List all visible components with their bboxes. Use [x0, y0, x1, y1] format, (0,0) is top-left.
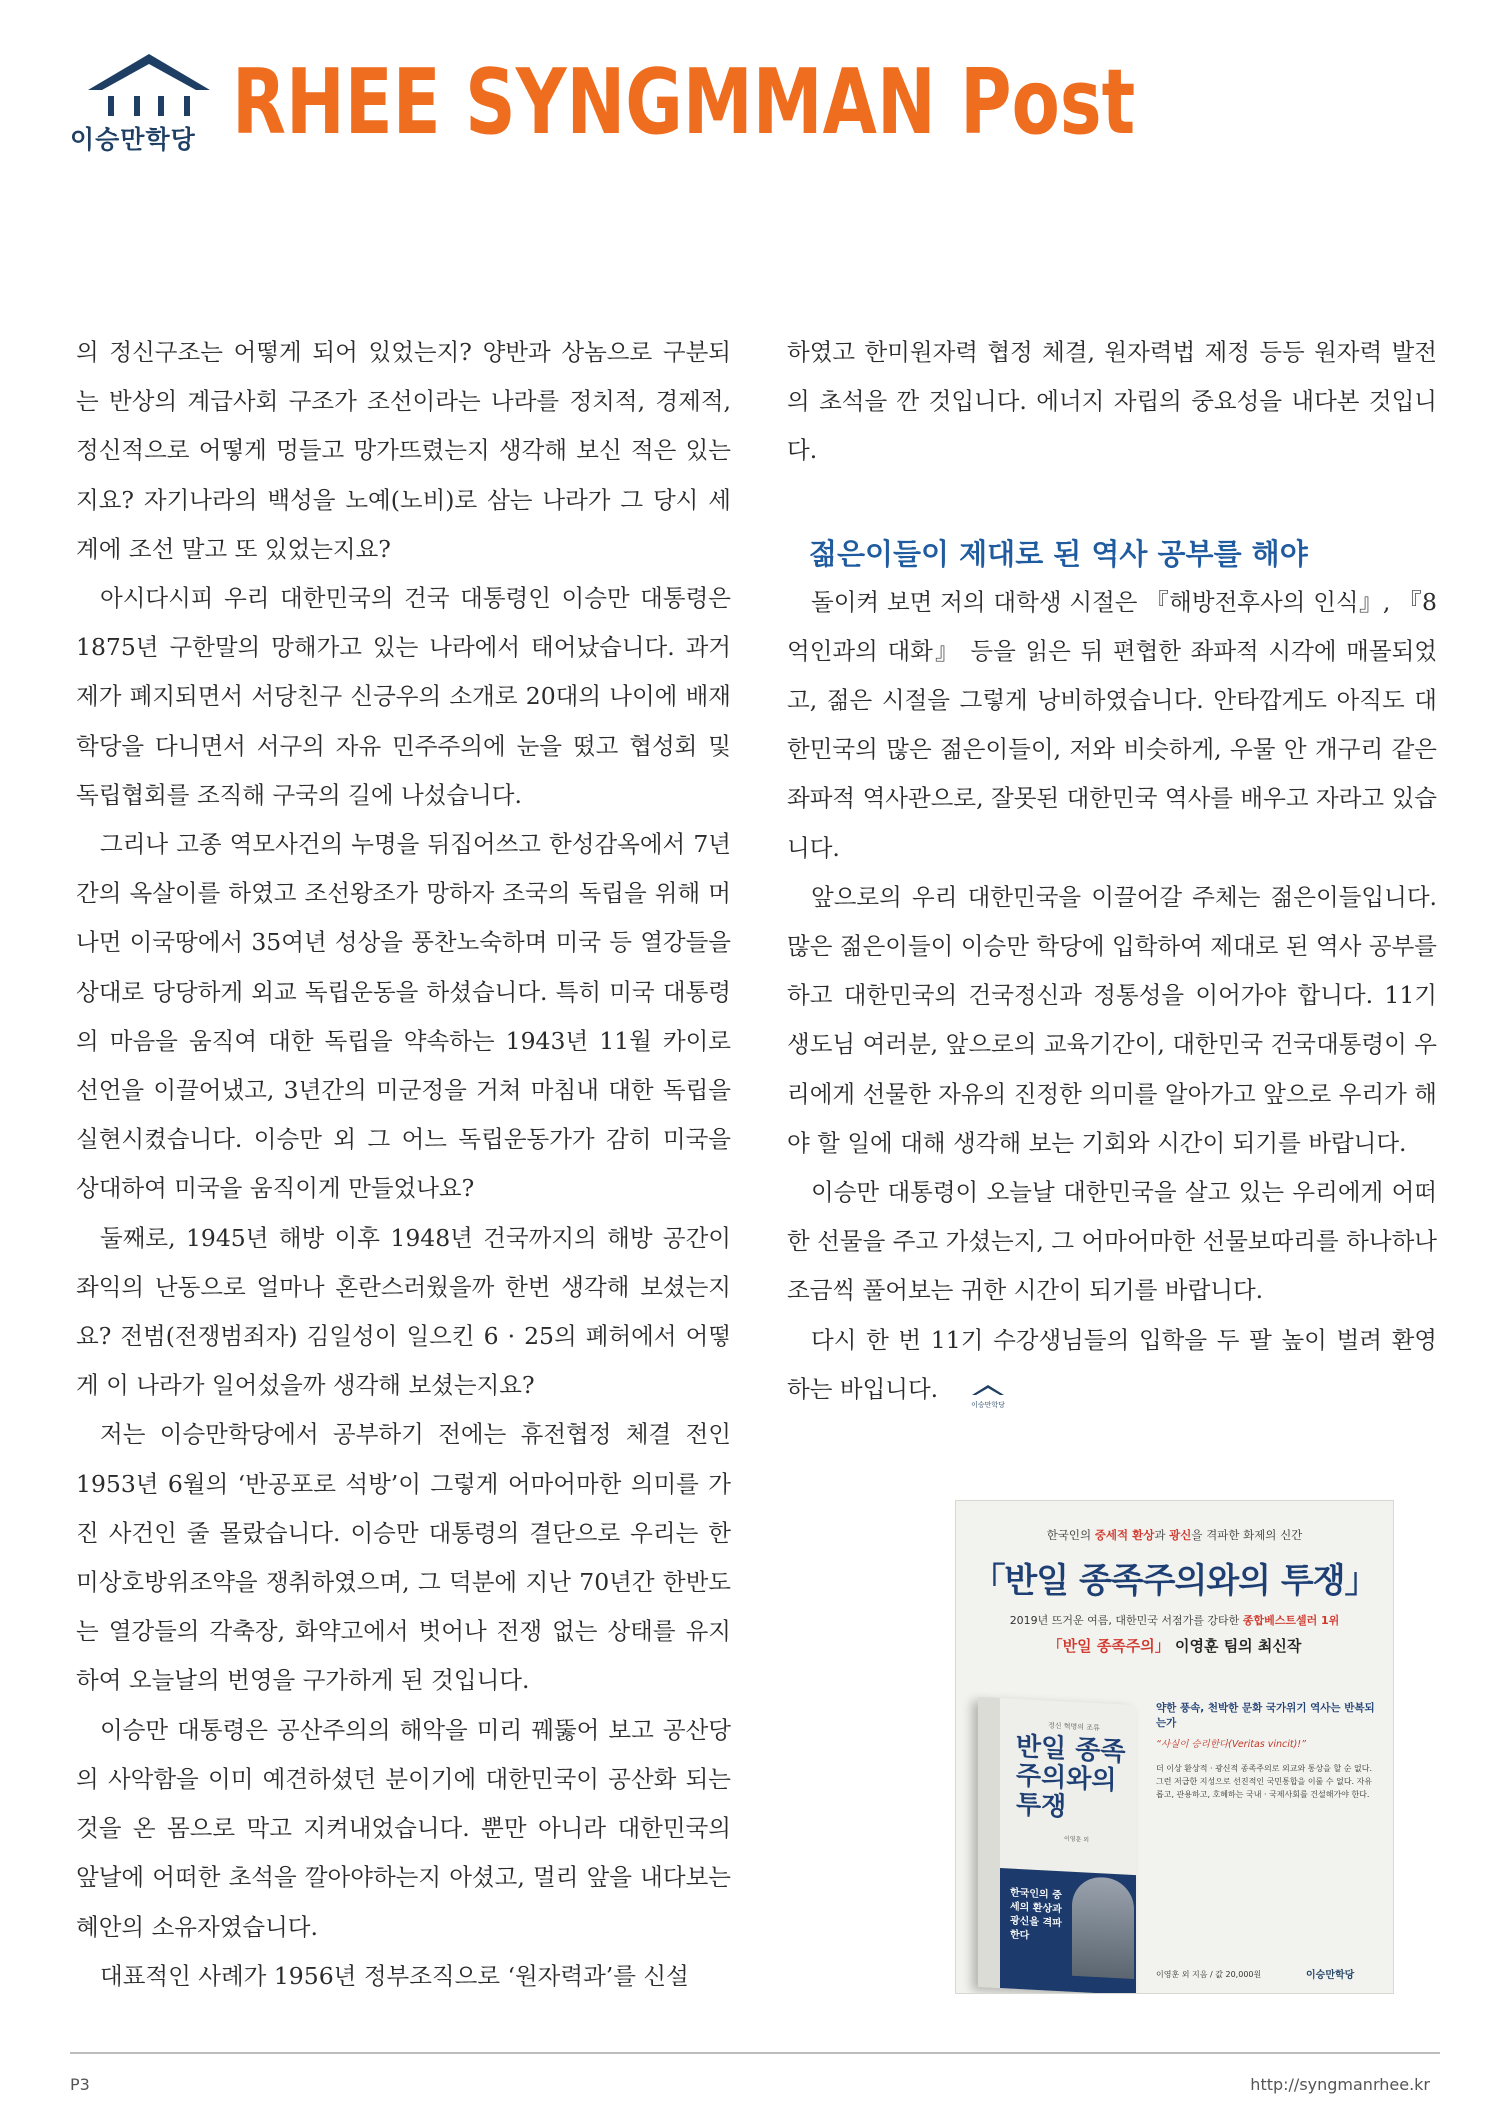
section-heading: 젊은이들이 제대로 된 역사 공부를 해야	[809, 536, 1308, 571]
book-publisher: 이승만학당	[1306, 1970, 1355, 1981]
paragraph: 앞으로의 우리 대한민국을 이끌어갈 주체는 젊은이들입니다. 많은 젊은이들이 이승만 학당에 입학하여 제대로 된 역사 공부를 하고 대한민국의 건국정신과 정통성을 이어가야 합니다. 11기 생도님 여러분, 앞으로의 교육기간이, 대한민국 건국대통령이 우리에게 선물한 자유의 진정한 의미를 알아가고 앞으로 우리가 해야 할 일에 대해 생각해 보는 기회와 시간이 되기를 바랍니다.	[787, 882, 1437, 1157]
paragraph: 대표적인 사례가 1956년 정부조직으로 ‘원자력과’를 신설	[100, 1961, 689, 1990]
footer-divider	[70, 2052, 1440, 2054]
paragraph: 하였고 한미원자력 협정 체결, 원자력법 제정 등등 원자력 발전의 초석을 깐 것입니다. 에너지 자립의 중요성을 내다본 것입니다.	[787, 338, 1437, 465]
school-building-icon	[84, 50, 214, 122]
cover-series: 정신 혁명의 조류	[1048, 1721, 1100, 1733]
book-spine	[978, 1697, 1000, 1988]
paragraph: 그리나 고종 역모사건의 누명을 뒤집어쓰고 한성감옥에서 7년간의 옥살이를 하였고 조선왕조가 망하자 조국의 독립을 위해 머나먼 이국땅에서 35여년 성상을 풍찬노숙하며 미국 등 열강들을 상대로 당당하게 외교 독립운동을 하셨습니다. 특히 미국 대통령의 마음을 움직여 대한 독립을 약속하는 1943년 11월 카이로 선언을 이끌어냈고, 3년간의 미군정을 거쳐 마침내 대한 독립을 실현시켰습니다. 이승만 외 그 어느 독립운동가가 감히 미국을 상대하여 미국을 움직이게 만들었나요?	[76, 830, 731, 1203]
paragraph: 의 정신구조는 어떻게 되어 있었는지? 양반과 상놈으로 구분되는 반상의 계급사회 구조가 조선이라는 나라를 정치적, 경제적, 정신적으로 어떻게 멍들고 망가뜨렸는지 생각해 보신 적은 있는지요? 자기나라의 백성을 노예(노비)로 삼는 나라가 그 당시 세계에 조선 말고 또 있었는지요?	[76, 338, 731, 563]
page-number: P3	[70, 2075, 90, 2094]
cover-bottom-band	[1000, 1868, 1136, 1994]
book-blurb	[1156, 1701, 1376, 1801]
closing-text: 다시 한 번 11기 수강생님들의 입학을 두 팔 높이 벌려 환영하는 바입니다.	[787, 1325, 1437, 1403]
mini-logo	[946, 1377, 1005, 1410]
left-column	[76, 328, 731, 2001]
book-advertisement	[955, 1500, 1394, 1994]
right-column	[787, 328, 1437, 1414]
mini-logo-text: 이승만학당	[970, 1401, 1005, 1410]
book-cover	[978, 1697, 1136, 1994]
paragraph: 저는 이승만학당에서 공부하기 전에는 휴전협정 체결 전인 1953년 6월의 ‘반공포로 석방’이 그렇게 어마어마한 의미를 가진 사건인 줄 몰랐습니다. 이승만 대통령의 결단으로 우리는 한미상호방위조약을 쟁취하였으며, 그 덕분에 지난 70년간 한반도는 열강들의 각축장, 화약고에서 벗어나 전쟁 없는 상태를 유지하여 오늘날의 번영을 구가하게 된 것입니다.	[76, 1420, 731, 1695]
blurb-heading: 약한 풍속, 천박한 문화 국가위기 역사는 반복되는가	[1156, 1702, 1375, 1729]
school-building-icon	[970, 1383, 1006, 1409]
logo	[70, 50, 230, 155]
paragraph: 둘째로, 1945년 해방 이후 1948년 건국까지의 해방 공간이 좌익의 난동으로 얼마나 혼란스러웠을까 한번 생각해 보셨는지요? 전범(전쟁범죄자) 김일성이 일으킨 6 · 25의 폐허에서 어떻게 이 나라가 일어섰을까 생각해 보셨는지요?	[76, 1223, 731, 1400]
cover-title: 반일 종족주의와의 투쟁	[1016, 1731, 1126, 1823]
blurb-quote: “사실이 승리한다(Veritas vincit)!”	[1156, 1739, 1307, 1750]
book-tagline: 한국인의 중세적 환상과 광신을 격파한 화제의 신간	[1046, 1528, 1303, 1542]
closing-paragraph	[787, 1316, 1437, 1414]
paragraph: 이승만 대통령은 공산주의의 해악을 미리 꿰뚫어 보고 공산당의 사악함을 이미 예견하셨던 분이기에 대한민국이 공산화 되는 것을 온 몸으로 막고 지켜내었습니다. 뿐만 아니라 대한민국의 앞날에 어떠한 초석을 깔아야하는지 아셨고, 멀리 앞을 내다보는 혜안의 소유자였습니다.	[76, 1715, 731, 1941]
paragraph: 이승만 대통령이 오늘날 대한민국을 살고 있는 우리에게 어떠한 선물을 주고 가셨는지, 그 어마어마한 선물보따리를 하나하나 조금씩 풀어보는 귀한 시간이 되기를 바랍니다.	[787, 1178, 1437, 1305]
book-price: 이영훈 외 지음 / 값 20,000원	[1156, 1970, 1262, 1979]
book-bestseller-line: 2019년 뜨거운 여름, 대한민국 서점가를 강타한 종합베스트셀러 1위	[1009, 1614, 1340, 1627]
paragraph: 돌이켜 보면 저의 대학생 시절은 『해방전후사의 인식』, 『8억인과의 대화』 등을 읽은 뒤 편협한 좌파적 시각에 매몰되었고, 젊은 시절을 그렇게 낭비하였습니다. 안타깝게도 아직도 대한민국의 많은 젊은이들이, 저와 비슷하게, 우물 안 개구리 같은 좌파적 역사관으로, 잘못된 대한민국 역사를 배우고 자라고 있습니다.	[787, 587, 1437, 862]
footer-url[interactable]: http://syngmanrhee.kr	[1250, 2075, 1430, 2094]
book-subtitle: 「반일 종족주의」 이영훈 팀의 최신작	[1047, 1637, 1302, 1655]
masthead-title: RHEE SYNGMMAN Post	[232, 50, 1136, 155]
blurb-body: 더 이상 환상적 · 광신적 종족주의로 외교와 통상을 할 순 없다. 그런 저급한 지성으로 선진적인 국민통합을 이룰 수 없다. 자유롭고, 관용하고, 호혜하는 국내 · 국제사회를 건설해가야 한다.	[1156, 1764, 1373, 1799]
cover-author: 이영훈 외	[1064, 1835, 1090, 1844]
logo-text: 이승만학당	[70, 125, 196, 154]
paragraph: 아시다시피 우리 대한민국의 건국 대통령인 이승만 대통령은 1875년 구한말의 망해가고 있는 나라에서 태어났습니다. 과거제가 폐지되면서 서당친구 신긍우의 소개로 20대의 나이에 배재학당을 다니면서 서구의 자유 민주주의에 눈을 떴고 협성회 및 독립협회를 조직해 구국의 길에 나섰습니다.	[76, 584, 731, 809]
cover-bottom-text: 한국인의 중세의 환상과 광신을 격파한다	[1010, 1887, 1062, 1942]
book-title: 「반일 종족주의와의 투쟁」	[971, 1561, 1378, 1601]
author-portrait	[1072, 1876, 1134, 1979]
